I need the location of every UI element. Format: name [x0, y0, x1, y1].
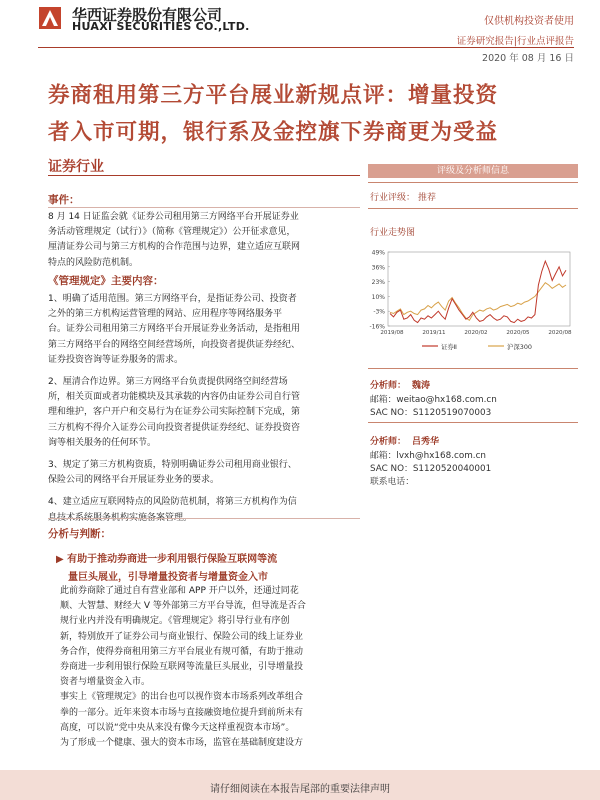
analyst1-sac: SAC NO：S1120519070003 [370, 408, 492, 418]
report-title-line1: 券商租用第三方平台展业新规点评：增量投资 [48, 83, 499, 108]
text-line: 保险公司的网络平台开展证券业务的要求。 [48, 475, 220, 486]
rating-label: 行业评级： [370, 193, 416, 203]
series-line-csi300 [390, 283, 566, 321]
text-line: 4、建立适应互联网特点的风险防范机制，将第三方机构作为信 [48, 497, 297, 508]
content-heading: 《管理规定》主要内容： [48, 275, 164, 287]
analysis-text [60, 584, 366, 751]
sector-divider [48, 175, 360, 176]
y-tick-label: 10% [371, 293, 385, 301]
text-line: 之外的第三方机构运营管理的网站、应用程序等网络服务平 [48, 309, 283, 320]
text-line: 事实上《管理规定》的出台也可以视作资本市场系列改革组合 [60, 692, 304, 703]
x-tick-label: 2020/02 [464, 330, 488, 336]
text-line: 第三方网络平台的网络空间经营场所，向投资者提供证券经纪、 [48, 339, 301, 350]
x-tick-label: 2019/08 [380, 330, 404, 336]
legend-label: 证券Ⅱ [441, 343, 457, 351]
analysis-bullet-line1: ▶ 有助于推动券商进一步利用银行保险互联网等流 [56, 554, 278, 565]
text-line: 台。证券公司租用第三方网络平台开展证券业务活动，是指租用 [48, 324, 301, 335]
footer-disclaimer[interactable]: 请仔细阅读在本报告尾部的重要法律声明 [210, 784, 390, 795]
company-logo-icon [38, 6, 62, 30]
analyst1-name: 魏涛 [412, 381, 431, 391]
text-line: 厘清证券公司与第三方机构的合作范围与边界，建立适应互联网 [48, 242, 301, 253]
y-tick-label: 36% [371, 264, 385, 272]
x-tick-label: 2019/11 [422, 330, 446, 336]
text-line: 资者与增量资金入市。 [60, 677, 151, 688]
trend-title: 行业走势图 [370, 228, 416, 238]
text-line: 三方机构不得介入证券公司向投资者提供证券经纪、证券投资咨 [48, 422, 301, 433]
y-tick-label: -3% [373, 308, 385, 316]
sidebar-rule [368, 182, 578, 183]
text-line: 券商进一步利用银行保险互联网等流量巨头展业，引导增量投 [60, 662, 304, 673]
analysis-top-divider [48, 518, 360, 519]
sector-label: 证券行业 [48, 159, 104, 175]
sidebar-rule [368, 422, 578, 423]
sidebar-header: 评级及分析师信息 [368, 164, 578, 178]
analysis-bullet-line2: 量巨头展业，引导增量投资者与增量资金入市 [68, 572, 268, 583]
sidebar-rule [368, 368, 578, 369]
industry-trend-chart [362, 246, 580, 356]
y-tick-label: -16% [369, 323, 385, 331]
text-line: 为了形成一个健康、强大的资本市场，监管在基础制度建设方 [60, 738, 304, 749]
text-line: 1、明确了适用范围。第三方网络平台，是指证券公司、投资者 [48, 294, 297, 304]
text-line: 特点的风险防范机制。 [48, 257, 139, 268]
header-divider [38, 47, 574, 48]
event-heading: 事件： [48, 194, 80, 206]
plot-frame [388, 252, 570, 326]
legend-label: 沪深300 [507, 343, 532, 351]
y-tick-label: 23% [371, 279, 385, 287]
text-line: 新，特别放开了证券公司与商业银行、保险公司的线上证券业 [60, 631, 304, 642]
x-tick-label: 2020/05 [506, 330, 530, 336]
text-line: 2、厘清合作边界。第三方网络平台负责提供网络空间经营场 [48, 377, 288, 388]
text-line: 顺、大智慧、财经大 V 等外部第三方平台导流，但导流是否合 [60, 601, 306, 612]
text-line: 高度，可以说“党中央从来没有像今天这样重视资本市场”。 [60, 722, 295, 733]
text-line: 询等相关服务的任何环节。 [48, 437, 157, 448]
event-divider [48, 207, 360, 208]
report-date: 2020 年 08 月 16 日 [482, 53, 574, 64]
text-line: 拳的一部分。近年来资本市场与直接融资地位提升到前所未有 [60, 707, 304, 718]
analysis-heading: 分析与判断： [48, 528, 111, 540]
text-line: 3、规定了第三方机构资质，特别明确证券公司租用商业银行、 [48, 460, 297, 471]
analyst1-email[interactable]: 邮箱：weitao@hx168.com.cn [370, 395, 497, 405]
company-name-en: HUAXI SECURITIES CO.,LTD. [72, 20, 250, 33]
analyst2-phone: 联系电话： [370, 477, 414, 487]
analyst2-name: 吕秀华 [412, 437, 440, 447]
analyst2-email[interactable]: 邮箱：lvxh@hx168.com.cn [370, 451, 486, 461]
series-line-securities [390, 261, 566, 323]
rating-value: 推荐 [418, 193, 437, 203]
company-name-cn: 华西证券股份有限公司 [72, 6, 223, 24]
analyst1-label: 分析师： [370, 381, 407, 391]
text-line: 8 月 14 日证监会就《证券公司租用第三方网络平台开展证券业 [48, 212, 299, 222]
text-line: 规行业内并没有明确规定。《管理规定》将引导行业有序创 [60, 616, 290, 627]
report-category: 证券研究报告|行业点评报告 [456, 36, 574, 47]
report-title-line2: 者入市可期，银行系及金控旗下券商更为受益 [48, 120, 499, 145]
text-line: 此前券商除了通过自有营业部和 APP 开户以外，还通过同花 [60, 586, 299, 596]
text-line: 所，相关页面或者功能模块及其承载的内容仍由证券公司自行管 [48, 392, 301, 403]
audience-note: 仅供机构投资者使用 [484, 16, 574, 27]
sidebar-rule [368, 208, 578, 209]
text-line: 务活动管理规定（试行）》（简称《管理规定》）公开征求意见， [48, 227, 296, 238]
text-line: 理和维护，客户开户和交易行为在证券公司实际控制下完成，第 [48, 407, 301, 418]
text-line: 务合作，使得券商租用第三方平台展业有规可循，有助于推动 [60, 646, 304, 657]
event-text [48, 210, 360, 271]
x-tick-label: 2020/08 [548, 330, 572, 336]
content-text [48, 292, 360, 526]
analyst2-label: 分析师： [370, 437, 407, 447]
analyst2-sac: SAC NO：S1120520040001 [370, 464, 492, 474]
text-line: 证券投资咨询等证券服务的需求。 [48, 354, 184, 365]
y-tick-label: 49% [371, 249, 385, 257]
